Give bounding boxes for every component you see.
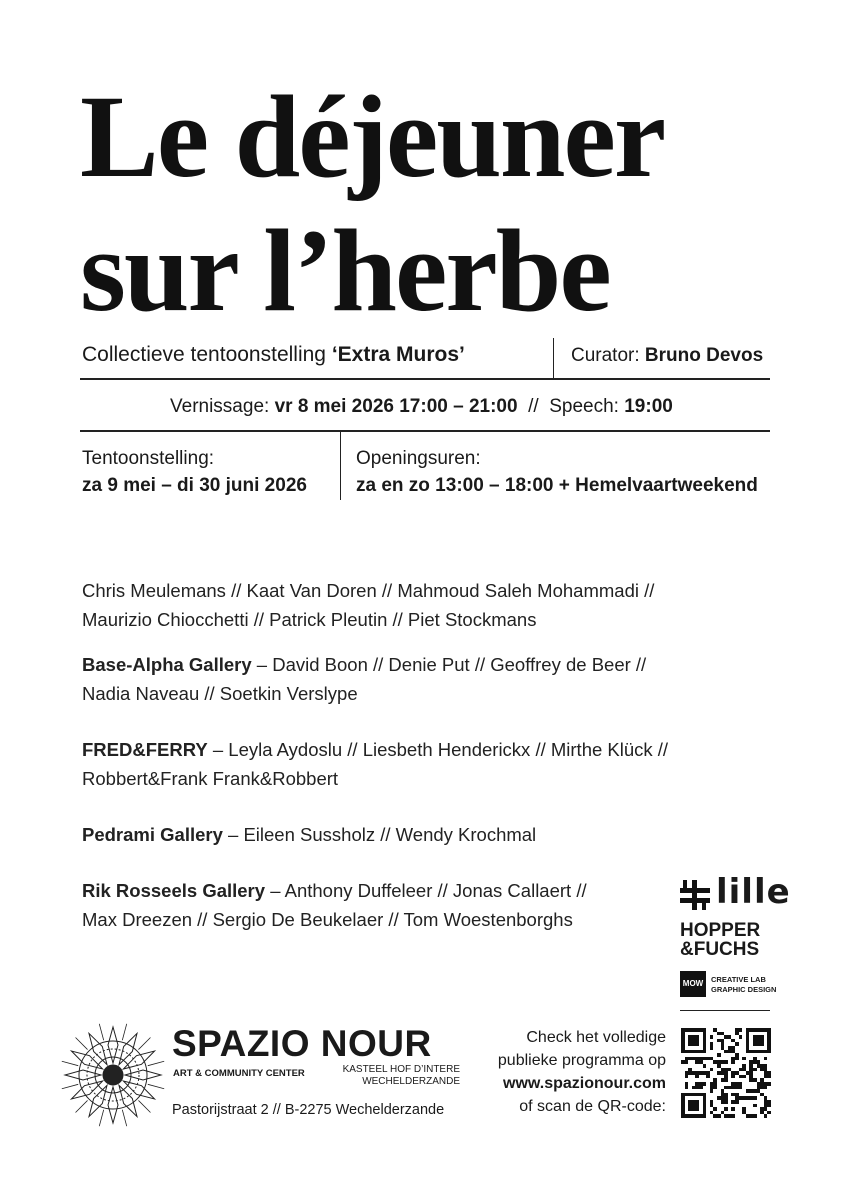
qr-module <box>685 1060 689 1064</box>
hours-value: za en zo 13:00 – 18:00 + Hemelvaartweekend <box>356 475 758 496</box>
creative-line-2: GRAPHIC DESIGN <box>711 985 777 994</box>
creative-lab-text <box>711 975 776 995</box>
qr-module <box>735 1100 739 1104</box>
qr-module <box>685 1075 689 1079</box>
artist-group-2-line-1: – David Boon // Denie Put // Geoffrey de Beer // <box>251 654 647 675</box>
castle-line-2: WECHELDERZANDE <box>362 1076 460 1087</box>
qr-module <box>764 1114 768 1118</box>
qr-module <box>746 1028 750 1053</box>
qr-module <box>742 1057 746 1061</box>
qr-module <box>735 1057 739 1061</box>
program-line-2: publieke programma op <box>497 1052 666 1069</box>
qr-module <box>695 1075 699 1079</box>
exhibition-subtitle <box>82 343 465 367</box>
creative-line-1: CREATIVE LAB <box>711 975 766 984</box>
qr-module <box>688 1035 699 1046</box>
title-line-2: sur l’herbe <box>80 205 610 336</box>
qr-module <box>739 1028 743 1032</box>
venue-tagline: ART & COMMUNITY CENTER <box>173 1068 305 1079</box>
qr-module <box>710 1035 714 1039</box>
lille-wordmark: lille <box>716 872 791 912</box>
qr-module <box>717 1114 721 1118</box>
qr-module <box>731 1107 735 1111</box>
artist-group-5-line-2: Max Dreezen // Sergio De Beukelaer // Tom Woestenborghs <box>82 909 573 930</box>
subtitle-divider <box>553 338 554 378</box>
qr-module <box>764 1086 768 1090</box>
qr-module <box>685 1086 689 1090</box>
qr-module <box>710 1089 714 1093</box>
qr-module <box>681 1093 685 1118</box>
qr-module <box>710 1068 714 1072</box>
artist-group-3-line-2: Robbert&Frank Frank&Robbert <box>82 768 339 789</box>
qr-module <box>706 1075 710 1079</box>
lille-logo <box>680 872 791 912</box>
qr-module <box>753 1035 764 1046</box>
qr-module <box>753 1114 757 1118</box>
artist-group-5 <box>82 876 587 934</box>
curator-name: Bruno Devos <box>644 345 764 366</box>
castle-line-1: KASTEEL HOF D’INTERE <box>342 1064 460 1075</box>
rule-top <box>80 378 770 380</box>
qr-module <box>731 1075 735 1079</box>
vernissage-date: vr 8 mei 2026 17:00 – 21:00 <box>274 396 518 417</box>
vernissage <box>170 396 673 418</box>
qr-module <box>742 1075 746 1079</box>
qr-module <box>688 1100 699 1111</box>
curator-label: Curator: <box>571 345 645 366</box>
venue-name: SPAZIO NOUR <box>172 1023 432 1064</box>
gallery-fred-ferry: FRED&FERRY <box>82 739 208 760</box>
hopper-line-2: &FUCHS <box>680 939 760 960</box>
qr-module <box>724 1078 728 1082</box>
exhibition-label: Tentoonstelling: <box>82 448 215 469</box>
qr-module <box>703 1028 707 1053</box>
artist-group-1-line-2: Maurizio Chiocchetti // Patrick Pleutin // Piet Stockmans <box>82 609 537 630</box>
vernissage-separator: // <box>517 396 550 417</box>
gallery-pedrami: Pedrami Gallery <box>82 824 223 845</box>
qr-module <box>703 1093 707 1118</box>
qr-module <box>703 1082 707 1086</box>
speech-label: Speech: <box>549 396 625 417</box>
artist-group-3 <box>82 735 668 793</box>
artist-group-3-line-1: – Leyla Aydoslu // Liesbeth Henderickx // Mirthe Klück // <box>207 739 669 760</box>
artist-group-4 <box>82 820 536 849</box>
program-info <box>470 1026 666 1118</box>
qr-code[interactable] <box>681 1028 771 1118</box>
qr-module <box>681 1028 685 1053</box>
artist-group-1 <box>82 576 654 634</box>
qr-module <box>724 1100 728 1104</box>
gallery-rik-rosseels: Rik Rosseels Gallery <box>82 880 266 901</box>
hopper-fuchs-logo <box>680 921 760 959</box>
rule-middle <box>80 430 770 432</box>
qr-module <box>767 1075 771 1079</box>
schedule-divider <box>340 432 341 500</box>
qr-module <box>767 1111 771 1115</box>
exhibition-dates: za 9 mei – di 30 juni 2026 <box>82 475 307 496</box>
hours-label: Openingsuren: <box>356 448 481 469</box>
qr-module <box>713 1086 717 1090</box>
title-line-1: Le déjeuner <box>80 71 665 202</box>
artist-group-5-line-1: – Anthony Duffeleer // Jonas Callaert // <box>265 880 587 901</box>
qr-module <box>764 1057 768 1061</box>
qr-module <box>713 1107 717 1111</box>
artist-group-4-line-1: – Eileen Sussholz // Wendy Krochmal <box>222 824 537 845</box>
qr-module <box>739 1086 743 1090</box>
mow-mark-icon: MOW <box>680 971 706 997</box>
subtitle-name: ‘Extra Muros’ <box>331 343 465 366</box>
qr-module <box>703 1064 707 1068</box>
venue-address: Pastorijstraat 2 // B-2275 Wechelderzande <box>172 1102 445 1118</box>
program-line-1: Check het volledige <box>526 1029 666 1046</box>
hopper-line-1: HOPPER <box>680 920 761 941</box>
subtitle-prefix: Collectieve tentoonstelling <box>82 343 332 366</box>
qr-module <box>767 1104 771 1108</box>
gallery-base-alpha: Base-Alpha Gallery <box>82 654 252 675</box>
program-url-link[interactable]: www.spazionour.com <box>503 1075 666 1092</box>
curator <box>571 345 763 367</box>
qr-module <box>767 1028 771 1053</box>
venue-castle <box>336 1064 460 1088</box>
artist-group-1-line-1: Chris Meulemans // Kaat Van Doren // Mahmoud Saleh Mohammadi // <box>82 580 655 601</box>
qr-module <box>731 1060 735 1064</box>
sponsor-divider <box>680 1010 770 1011</box>
qr-module <box>753 1096 757 1100</box>
vernissage-label: Vernissage: <box>170 396 275 417</box>
qr-module <box>724 1060 728 1064</box>
artist-group-2 <box>82 650 646 708</box>
mandala-icon <box>58 1020 168 1130</box>
qr-module <box>731 1114 735 1118</box>
program-line-4: of scan de QR-code: <box>519 1098 666 1115</box>
qr-module <box>739 1035 743 1039</box>
speech-time: 19:00 <box>624 396 673 417</box>
qr-module <box>699 1086 703 1090</box>
artist-group-2-line-2: Nadia Naveau // Soetkin Verslype <box>82 683 358 704</box>
qr-module <box>735 1042 739 1046</box>
qr-module <box>767 1082 771 1086</box>
lille-mark-icon <box>680 880 710 910</box>
qr-module <box>717 1053 721 1057</box>
qr-module <box>753 1104 757 1108</box>
qr-module <box>710 1046 714 1050</box>
qr-module <box>753 1068 757 1072</box>
qr-module <box>724 1107 728 1111</box>
